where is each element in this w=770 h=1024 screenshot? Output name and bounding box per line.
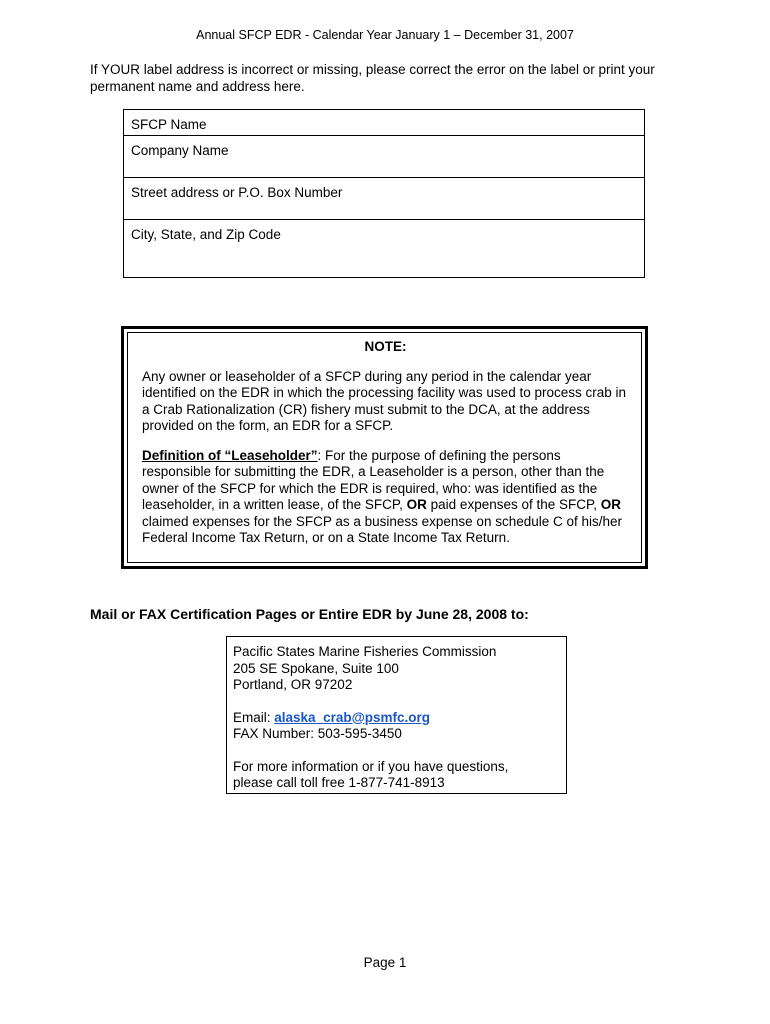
city-state-zip-label: City, State, and Zip Code [131,227,281,242]
email-label: Email: [233,709,275,725]
page-number: Page 1 [363,955,407,970]
definition-text-3: claimed expenses for the SFCP as a business expense on schedule C of his/her Federal Income Tax Return, or on a State Income Tax Return. [142,513,623,545]
definition-text-1: : For the purpose of defining the persons responsible for submitting the EDR, a Leaseholder is a person, other than the owner of the SFCP for which the EDR is required, who: was identified as the leaseholder, in a written lease, of the SFCP, [142,447,605,512]
info-line-1: For more information or if you have questions, [233,758,509,774]
city-state-zip-field[interactable] [124,220,644,277]
email-line [233,710,560,727]
street-address: 205 SE Spokane, Suite 100 [233,660,399,676]
company-name-field[interactable] [124,136,644,178]
street-address-field[interactable] [124,178,644,220]
or-emphasis-1: OR [406,497,427,512]
or-emphasis-2: OR [600,497,622,512]
note-inner [127,332,642,563]
email-link[interactable]: alaska_crab@psmfc.org [274,709,431,725]
page-header: Annual SFCP EDR - Calendar Year January 1 – December 31, 2007 [196,28,574,42]
sfcp-name-field[interactable] [124,110,644,136]
fax-number: FAX Number: 503-595-3450 [233,726,402,741]
company-name-label: Company Name [131,143,229,158]
street-address-label: Street address or P.O. Box Number [131,185,343,200]
note-title: NOTE: [364,339,407,354]
definition-text-2: paid expenses of the SFCP, [426,497,601,512]
city-state-zip: Portland, OR 97202 [233,677,353,692]
sfcp-name-label: SFCP Name [131,117,207,132]
info-line-2: please call toll free 1-877-741-8913 [233,775,445,790]
address-instructions: If YOUR label address is incorrect or missing, please correct the error on the label or print your permanent name and address here. [90,62,655,94]
definition-term: Definition of “Leaseholder” [142,447,318,463]
org-name: Pacific States Marine Fisheries Commission [233,644,497,659]
address-form [123,109,645,278]
note-paragraph: Any owner or leaseholder of a SFCP during any period in the calendar year identified on the EDR in which the processing facility was used to process crab in a Crab Rationalization (CR) fishery must submit to the DCA, at the address provided on the form, an EDR for a SFCP. [142,368,626,433]
mail-heading: Mail or FAX Certification Pages or Entire EDR by June 28, 2008 to: [90,606,529,622]
leaseholder-definition [142,448,629,547]
note-box [121,326,648,569]
mailing-address-box [226,636,567,794]
